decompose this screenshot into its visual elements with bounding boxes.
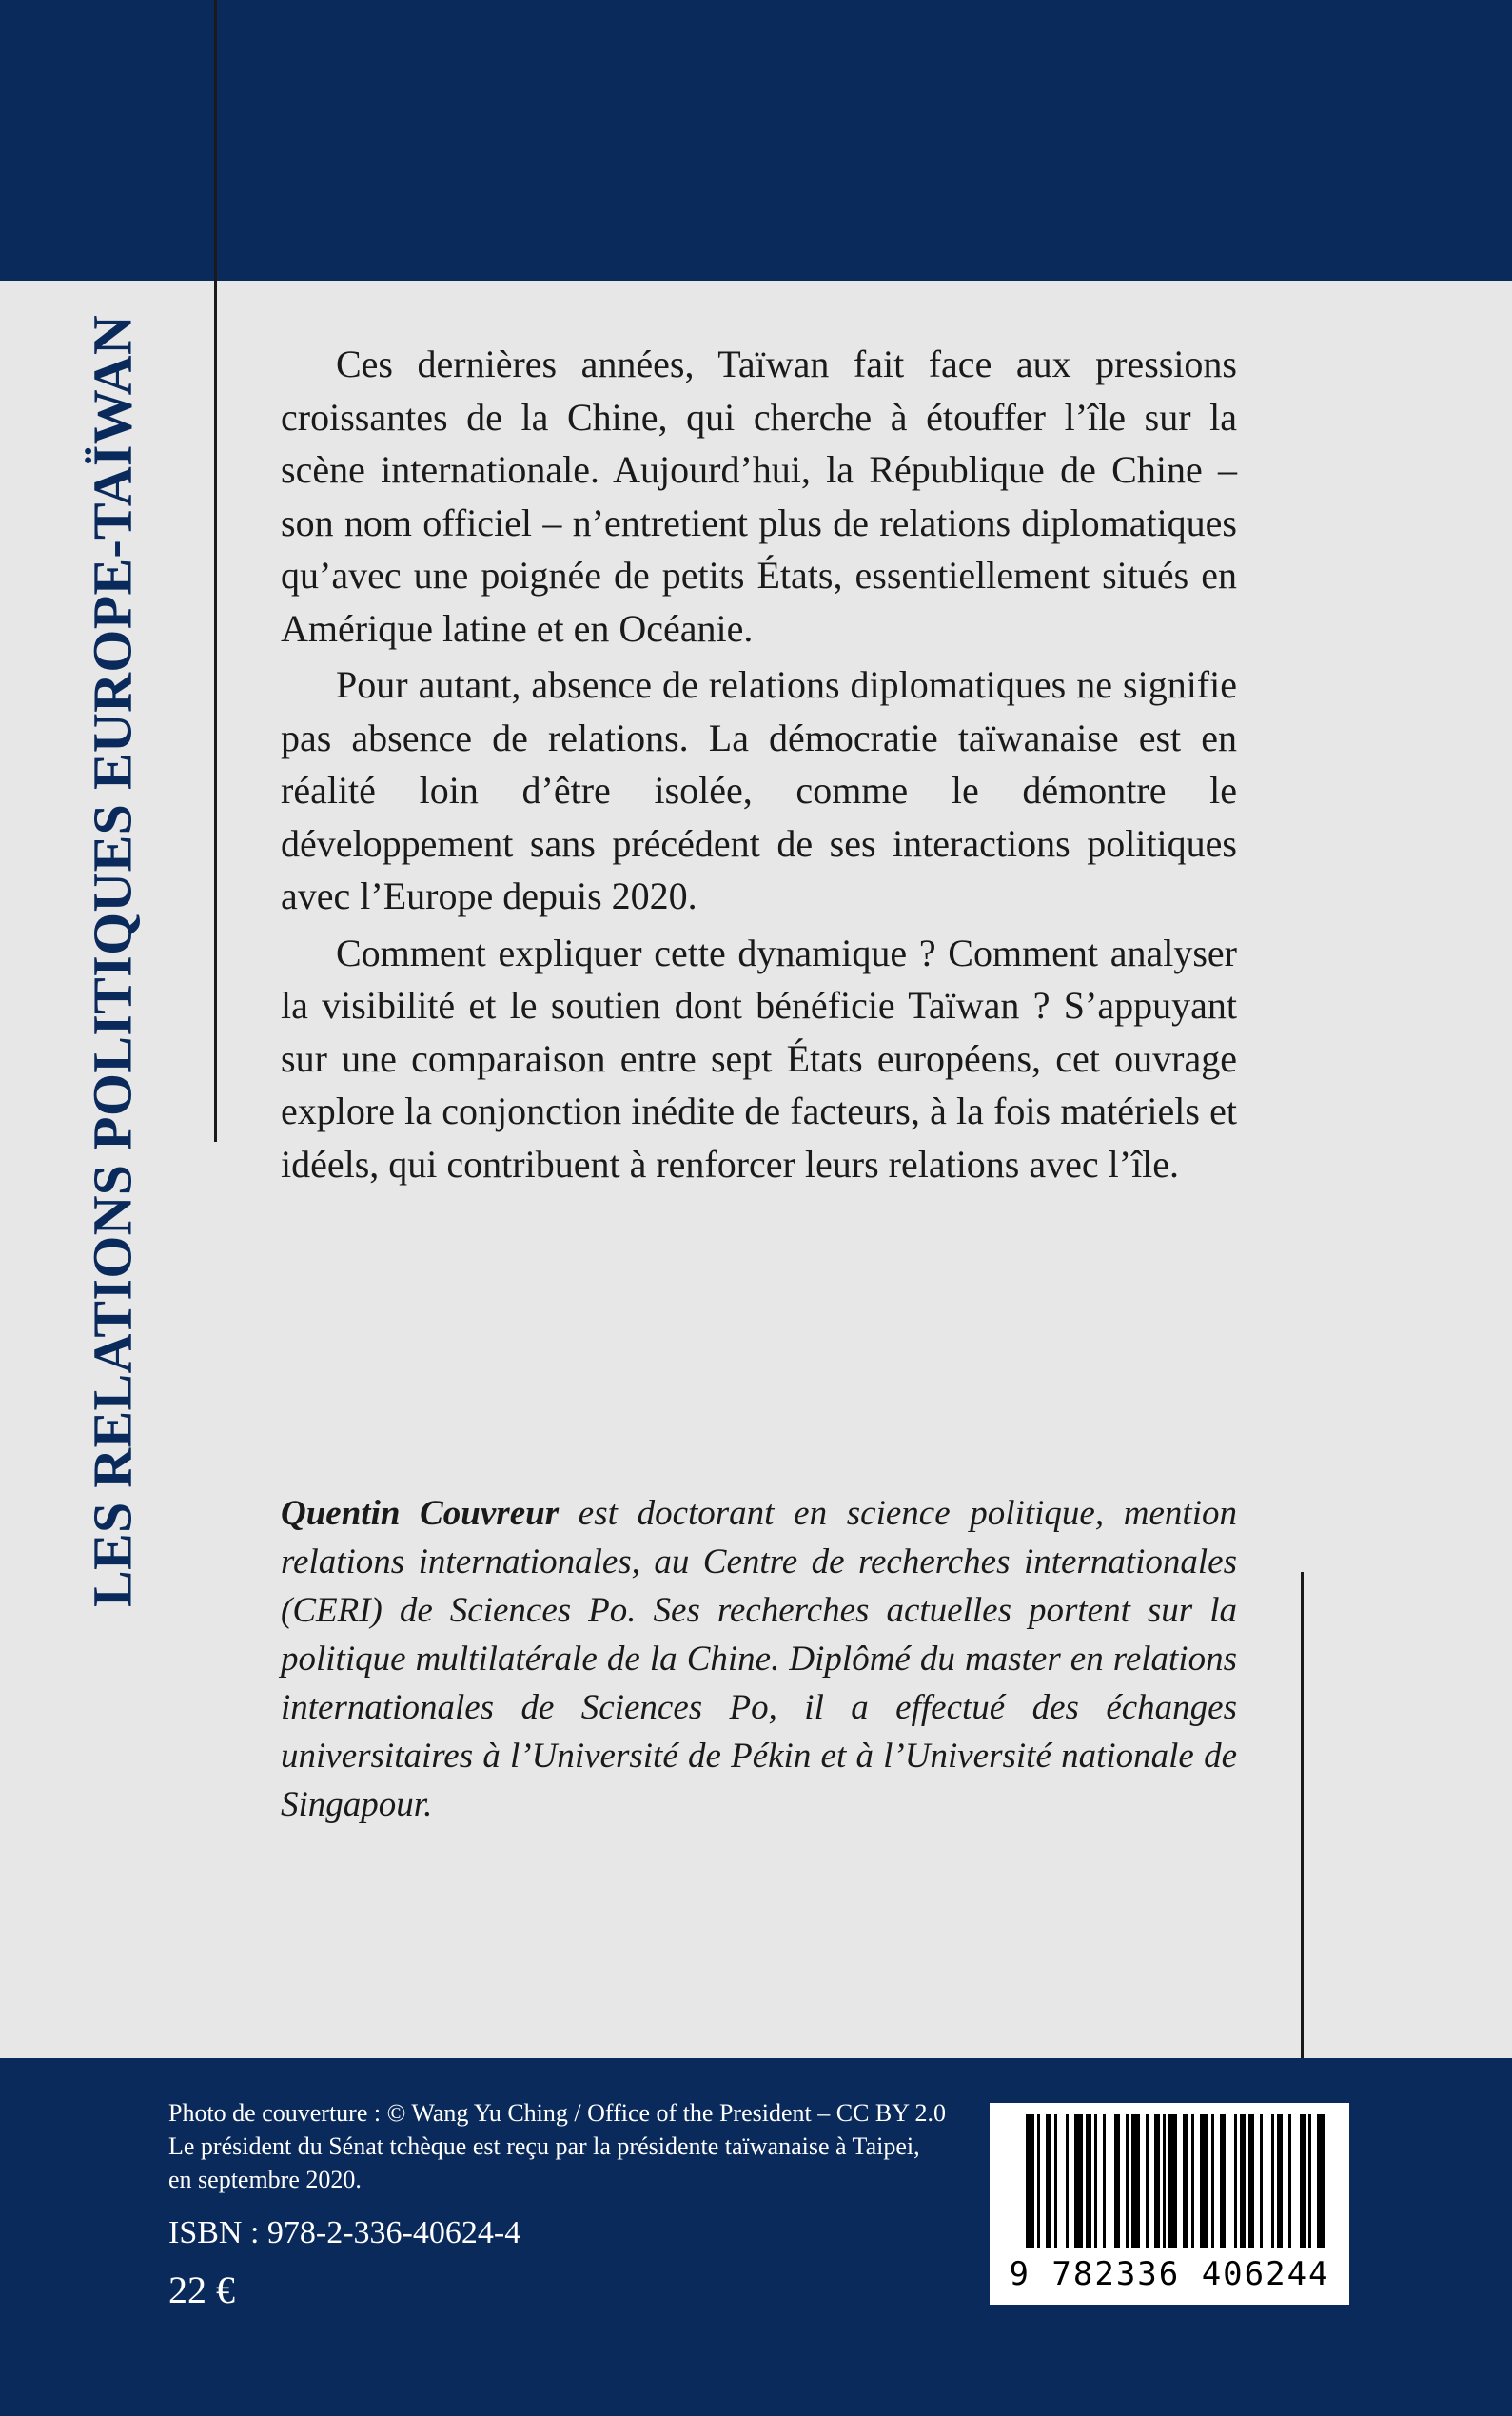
- credit-line: en septembre 2020.: [168, 2166, 362, 2193]
- blurb-paragraph: Comment expliquer cette dynamique ? Comment analyser la visibilité et le soutien dont bénéficie Taïwan ? S’appuyant sur une comparaison entre sept États européens, cet ouvrage explore la conjonction inédite de facteurs, à la fois matériels et idéels, qui contribuent à renforcer leurs relations avec l’île.: [281, 931, 1237, 1186]
- barcode-bar: [1168, 2114, 1177, 2248]
- barcode-bar: [1308, 2114, 1311, 2248]
- barcode-bar: [1200, 2114, 1208, 2248]
- barcode-bar: [1211, 2114, 1214, 2248]
- barcode-bar: [1248, 2114, 1254, 2248]
- top-band: [0, 0, 1512, 281]
- spine-divider-line: [214, 0, 217, 1142]
- bio-divider-line: [1301, 1572, 1304, 2065]
- credit-line: Photo de couverture : © Wang Yu Ching / Office of the President – CC BY 2.0: [168, 2099, 947, 2127]
- author-bio-text: est doctorant en science politique, mention relations internationales, au Centre de recherches internationales (CERI) de Sciences Po. Ses recherches actuelles portent sur la politique multilatérale de la Chine. Diplômé du master en relations internationales de Sciences Po, il a effectué des échanges universitaires à l’Université de Pékin et à l’Université nationale de Singapour.: [281, 1494, 1237, 1824]
- barcode: [990, 2103, 1349, 2305]
- barcode-icon: [990, 2103, 1349, 2265]
- barcode-bar: [1131, 2114, 1140, 2248]
- barcode-bar: [1146, 2114, 1149, 2248]
- barcode-bar: [1074, 2114, 1083, 2248]
- barcode-bar: [1126, 2114, 1129, 2248]
- barcode-bar: [1300, 2114, 1306, 2248]
- price: 22 €: [168, 2269, 235, 2311]
- barcode-bar: [1260, 2114, 1263, 2248]
- barcode-bar: [1271, 2114, 1274, 2248]
- barcode-bar: [1240, 2114, 1246, 2248]
- author-name: Quentin Couvreur: [281, 1494, 560, 1533]
- barcode-bar: [1086, 2114, 1091, 2248]
- barcode-digits: 9 782336 406244: [1009, 2255, 1330, 2293]
- barcode-bar: [1037, 2114, 1040, 2248]
- credit-line: Le président du Sénat tchèque est reçu par la présidente taïwanaise à Taipei,: [168, 2132, 920, 2160]
- barcode-bar: [1183, 2114, 1188, 2248]
- barcode-bar: [1220, 2114, 1226, 2248]
- barcode-bar: [1277, 2114, 1283, 2248]
- back-cover-blurb: [281, 338, 1237, 1194]
- barcode-bar: [1026, 2114, 1034, 2248]
- blurb-paragraph: Pour autant, absence de relations diplomatiques ne signifie pas absence de relations. La démocratie taïwanaise est en réalité loin d’être isolée, comme le démontre le développement sans précédent de ses interactions politiques avec l’Europe depuis 2020.: [281, 663, 1237, 917]
- author-bio: [281, 1489, 1237, 1829]
- isbn: ISBN : 978-2-336-40624-4: [168, 2215, 521, 2250]
- barcode-bar: [1163, 2114, 1166, 2248]
- barcode-bar: [1154, 2114, 1160, 2248]
- barcode-bar: [1094, 2114, 1097, 2248]
- barcode-bar: [1066, 2114, 1069, 2248]
- spine-title: LES RELATIONS POLITIQUES EUROPE-TAÏWAN: [81, 314, 144, 1608]
- barcode-bar: [1114, 2114, 1120, 2248]
- barcode-bar: [1317, 2114, 1325, 2248]
- blurb-paragraph: Ces dernières années, Taïwan fait face aux pressions croissantes de la Chine, qui cherche à étouffer l’île sur la scène internationale. Aujourd’hui, la République de Chine – son nom officiel – n’entretient plus de relations diplomatiques qu’avec une poignée de petits États, essentiellement situés en Amérique latine et en Océanie.: [281, 343, 1237, 650]
- barcode-bar: [1288, 2114, 1291, 2248]
- barcode-bar: [1054, 2114, 1057, 2248]
- barcode-bar: [1191, 2114, 1194, 2248]
- photo-credits: [168, 2096, 987, 2196]
- barcode-bar: [1046, 2114, 1051, 2248]
- barcode-bar: [1234, 2114, 1237, 2248]
- barcode-bar: [1103, 2114, 1106, 2248]
